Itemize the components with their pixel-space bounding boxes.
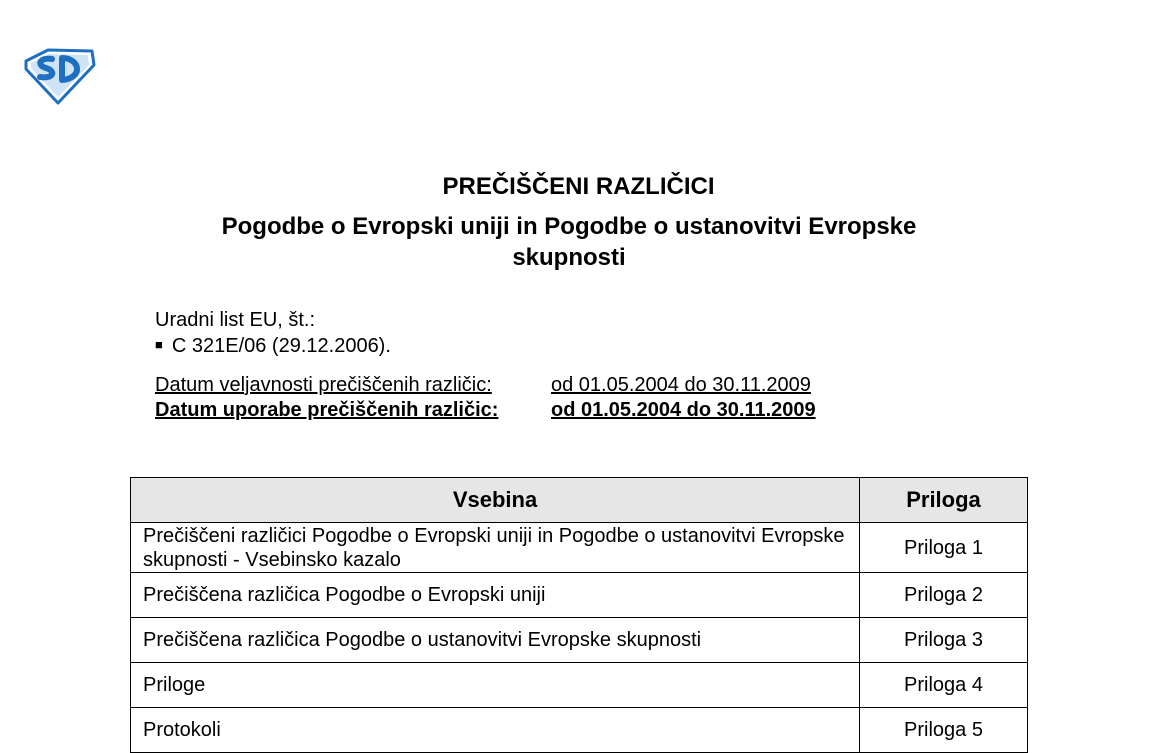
table-cell-annex: Priloga 4 <box>860 663 1028 708</box>
table-cell-content: Prečiščena različica Pogodbe o Evropski uniji <box>131 573 860 618</box>
table-row <box>131 708 1028 753</box>
official-journal-item <box>155 334 391 360</box>
application-date-value: od 01.05.2004 do 30.11.2009 <box>551 399 816 421</box>
validity-date-row <box>155 373 811 397</box>
table-cell-annex: Priloga 1 <box>860 523 1028 573</box>
square-bullet-icon: ■ <box>155 337 163 352</box>
validity-date-label: Datum veljavnosti prečiščenih različic: <box>155 374 492 396</box>
application-date-row <box>155 398 816 422</box>
official-journal-label: Uradni list EU, št.: <box>155 309 316 331</box>
table-row <box>131 663 1028 708</box>
table-cell-annex: Priloga 3 <box>860 618 1028 663</box>
table-cell-annex: Priloga 5 <box>860 708 1028 753</box>
document-title: PREČIŠČENI RAZLIČICI <box>442 173 715 200</box>
column-header-content: Vsebina <box>131 478 860 523</box>
table-cell-content: Prečiščeni različici Pogodbe o Evropski uniji in Pogodbe o ustanovitvi Evropske skupnosti - Vsebinsko kazalo <box>131 523 860 573</box>
table-cell-annex: Priloga 2 <box>860 573 1028 618</box>
table-cell-content: Prečiščena različica Pogodbe o ustanovitvi Evropske skupnosti <box>131 618 860 663</box>
validity-date-value: od 01.05.2004 do 30.11.2009 <box>551 374 811 396</box>
table-header-row <box>131 478 1028 523</box>
contents-table <box>130 477 1028 753</box>
application-date-label: Datum uporabe prečiščenih različic: <box>155 399 499 421</box>
table-cell-content: Priloge <box>131 663 860 708</box>
official-journal-reference: C 321E/06 (29.12.2006). <box>171 335 391 357</box>
table-row <box>131 523 1028 573</box>
table-cell-content: Protokoli <box>131 708 860 753</box>
document-subtitle: Pogodbe o Evropski uniji in Pogodbe o ustanovitvi Evropske skupnosti <box>221 213 917 271</box>
column-header-annex: Priloga <box>860 478 1028 523</box>
sd-shield-logo-icon <box>22 47 96 105</box>
table-row <box>131 573 1028 618</box>
table-row <box>131 618 1028 663</box>
